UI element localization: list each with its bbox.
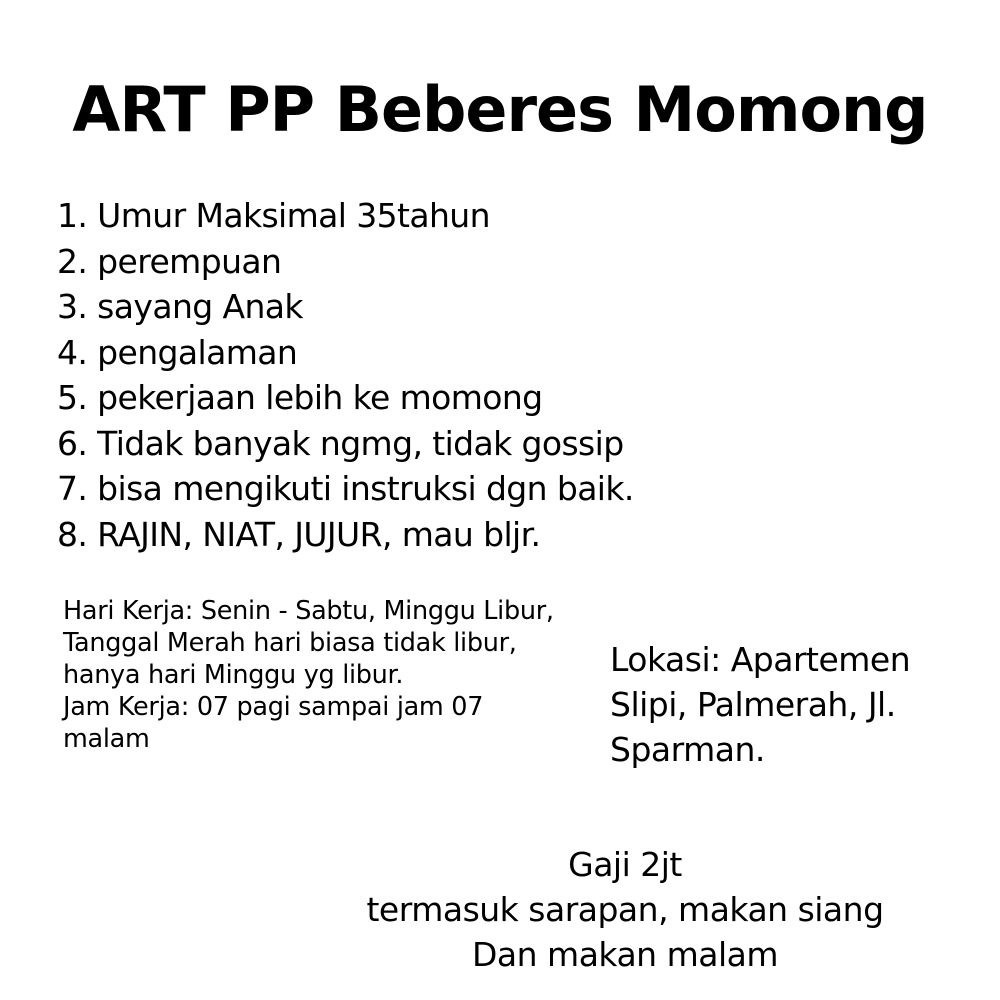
requirement-item: 4. pengalaman [57,332,298,372]
salary-includes: termasuk sarapan, makan siang [366,890,884,929]
work-days-text: Hari Kerja: Senin - Sabtu, Minggu Libur, Tanggal Merah hari biasa tidak libur, hanya hari Minggu yg libur. [63,596,554,690]
requirement-item: 3. sayang Anak [57,287,303,326]
salary-includes-cont: Dan makan malam [472,935,778,974]
location-text: Lokasi: Apartemen Slipi, Palmerah, Jl. Sparman. [610,640,911,769]
page-title: ART PP Beberes Momong [72,73,928,146]
requirement-item: 8. RAJIN, NIAT, JUJUR, mau bljr. [57,514,541,554]
requirement-item: 2. perempuan [57,241,282,281]
requirement-item: 6. Tidak banyak ngmg, tidak gossip [57,423,624,463]
requirements-list [57,193,634,557]
requirement-item: 1. Umur Maksimal 35tahun [57,196,490,235]
work-hours-text: Jam Kerja: 07 pagi sampai jam 07 malam [63,692,484,754]
salary-block [250,842,1000,977]
requirement-item: 7. bisa mengikuti instruksi dgn baik. [57,469,634,508]
requirement-item: 5. pekerjaan lebih ke momong [57,378,543,417]
work-schedule [63,595,573,755]
salary-amount: Gaji 2jt [568,845,682,884]
